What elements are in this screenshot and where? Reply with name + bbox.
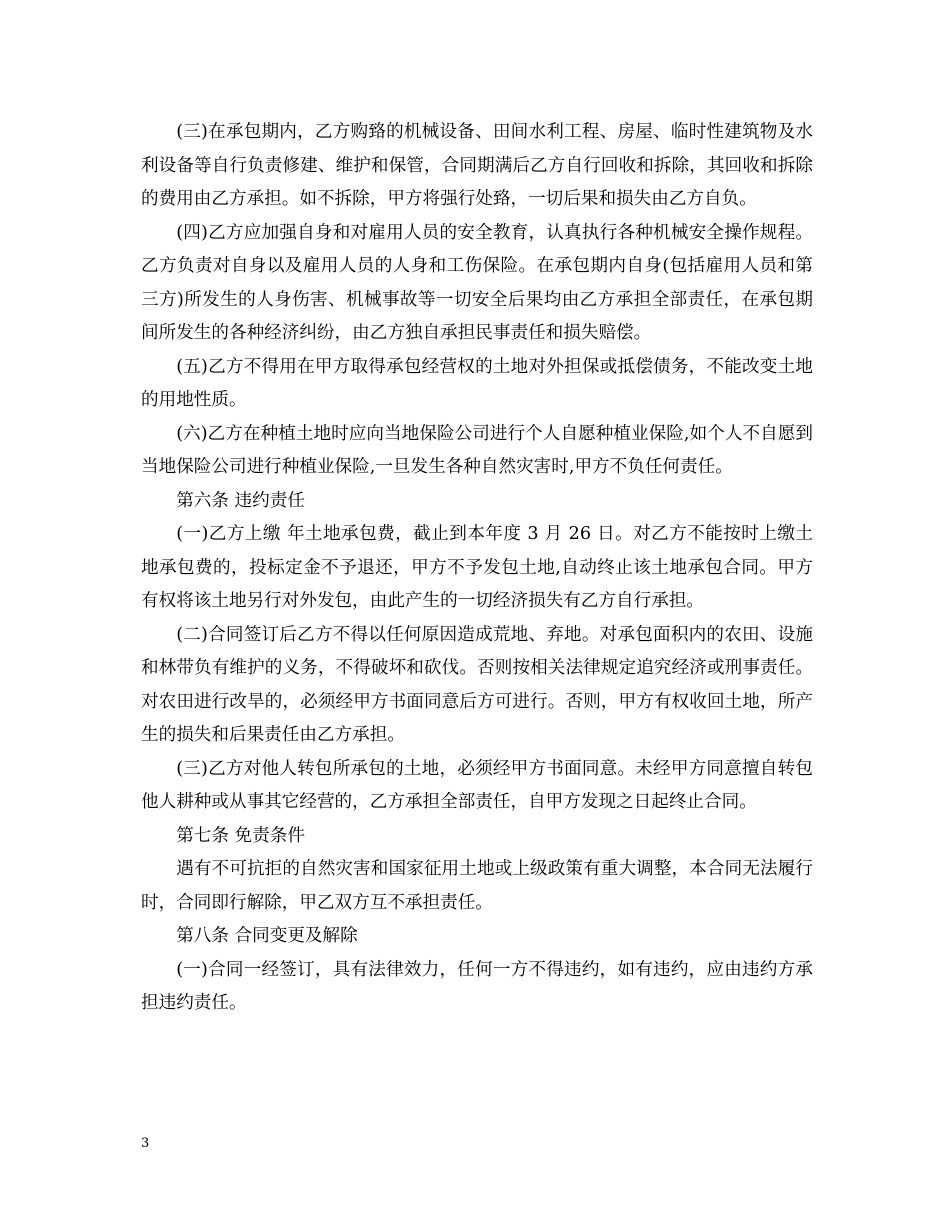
paragraph-clause-6-1: (一)乙方上缴 年土地承包费，截止到本年度 3 月 26 日。对乙方不能按时上缴土地承包费的，投标定金不予退还，甲方不予发包土地,自动终止该土地承包合同。甲方有权将该土地另行对外发包，由此产生的一切经济损失有乙方自行承担。 [141, 524, 813, 611]
paragraph-clause-8-1: (一)合同一经签订，具有法律效力，任何一方不得违约，如有违约，应由违约方承担违约责任。 [141, 959, 813, 1013]
paragraph-clause-6-2: (二)合同签订后乙方不得以任何原因造成荒地、弃地。对承包面积内的农田、设施和林带负有维护的义务，不得破坏和砍伐。否则按相关法律规定追究经济或刑事责任。对农田进行改旱的，必须经甲方书面同意后方可进行。否则，甲方有权收回土地，所产生的损失和后果责任由乙方承担。 [141, 624, 813, 745]
paragraph-clause-5-4: (四)乙方应加强自身和对雇用人员的安全教育，认真执行各种机械安全操作规程。乙方负责对自身以及雇用人员的人身和工伤保险。在承包期内自身(包括雇用人员和第三方)所发生的人身伤害、机械事故等一切安全后果均由乙方承担全部责任，在承包期间所发生的各种经济纠纷，由乙方独自承担民事责任和损失赔偿。 [141, 222, 813, 343]
section-heading-article-8: 第八条 合同变更及解除 [176, 926, 358, 946]
paragraph-clause-5-3: (三)在承包期内，乙方购臵的机械设备、田间水利工程、房屋、临时性建筑物及水利设备等自行负责修建、维护和保管，合同期满后乙方自行回收和拆除，其回收和拆除的费用由乙方承担。如不拆除，甲方将强行处臵，一切后果和损失由乙方自负。 [141, 122, 813, 209]
paragraph-article-7-body: 遇有不可抗拒的自然灾害和国家征用土地或上级政策有重大调整，本合同无法履行时，合同即行解除，甲乙双方互不承担责任。 [141, 859, 813, 913]
paragraph-clause-6-3: (三)乙方对他人转包所承包的土地，必须经甲方书面同意。未经甲方同意擅自转包他人耕种或从事其它经营的，乙方承担全部责任，自甲方发现之日起终止合同。 [141, 758, 813, 812]
page-number: 3 [141, 1136, 150, 1151]
document-body [141, 116, 813, 1021]
paragraph-clause-5-5: (五)乙方不得用在甲方取得承包经营权的土地对外担保或抵偿债务，不能改变土地的用地性质。 [141, 356, 813, 410]
section-heading-article-6: 第六条 违约责任 [176, 490, 305, 511]
section-heading-article-7: 第七条 免责条件 [176, 825, 305, 846]
paragraph-clause-5-6: (六)乙方在种植土地时应向当地保险公司进行个人自愿种植业保险,如个人不自愿到当地保险公司进行种植业保险,一旦发生各种自然灾害时,甲方不负任何责任。 [141, 423, 813, 477]
